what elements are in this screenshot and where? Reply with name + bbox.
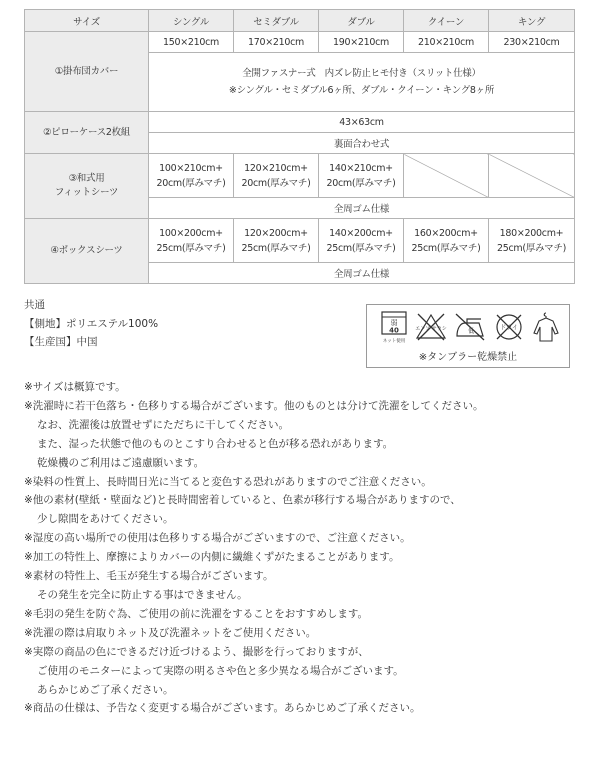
common-info — [24, 296, 158, 352]
fitted-size-double-line2: 20cm(厚みマチ) — [326, 177, 396, 189]
box-note: 全周ゴム仕様 — [149, 263, 575, 284]
box-size-single — [149, 219, 234, 263]
note-line: ※実際の商品の色にできるだけ近づけるよう、撮影を行っておりますが、 — [24, 645, 369, 658]
duvet-note-line1: 全開ファスナー式 内ズレ防止ヒモ付き（スリット仕様） — [242, 68, 481, 79]
low-iron-icon — [453, 311, 487, 343]
note-line: ※湿度の高い場所での使用は色移りする場合がございますので、ご注意ください。 — [24, 532, 411, 545]
duvet-size-queen: 210×210cm — [404, 32, 489, 53]
net-label: ネット使用 — [382, 339, 406, 344]
note-line: なお、洗濯後は放置せずにただちに干してください。 — [37, 418, 289, 431]
note-line: 乾燥機のご利用はご遠慮願います。 — [37, 456, 205, 469]
note-line: その発生を完全に防止する事はできません。 — [37, 588, 248, 601]
table-row — [25, 154, 575, 198]
duvet-size-king: 230×210cm — [489, 32, 575, 53]
no-dry-clean-icon — [493, 311, 525, 343]
fitted-size-single-line1: 100×210cm+ — [159, 162, 223, 174]
duvet-size-single: 150×210cm — [149, 32, 234, 53]
pillow-note: 裏面合わせ式 — [149, 133, 575, 154]
origin-info: 【生産国】中国 — [24, 336, 98, 348]
note-line: ※加工の特性上、摩擦によりカバーの内側に繊維くずがたまることがあります。 — [24, 551, 400, 564]
note-line: ※商品の仕様は、予告なく変更する場合がございます。あらかじめご了承ください。 — [24, 702, 421, 715]
table-row — [25, 32, 575, 53]
header-size-semi-double: セミダブル — [234, 10, 319, 32]
duvet-size-semi-double: 170×210cm — [234, 32, 319, 53]
fitted-size-single-line2: 20cm(厚みマチ) — [156, 177, 226, 189]
header-size-single: シングル — [149, 10, 234, 32]
fitted-sheet-label — [25, 154, 149, 219]
duvet-note — [149, 53, 575, 112]
box-size-king-line1: 180×200cm+ — [499, 227, 564, 239]
dryclean-label: ドライ — [500, 324, 518, 332]
material-info: 【側地】ポリエステル100% — [24, 317, 159, 330]
care-label-box — [366, 304, 570, 368]
fitted-size-semi-double — [234, 154, 319, 198]
box-size-semi-double-line2: 25cm(厚みマチ) — [241, 242, 311, 254]
note-line: ※他の素材(壁紙・壁面など)と長時間密着していると、色素が移行する場合がありますので、 — [24, 494, 461, 507]
fitted-size-king-na — [489, 154, 575, 198]
tumble-dry-warning: ※タンブラー乾燥禁止 — [418, 352, 518, 363]
note-line: ※洗濯の際は肩取りネット及び洗濯ネットをご使用ください。 — [24, 626, 317, 639]
note-line: ※素材の特性上、毛玉が発生する場合がございます。 — [24, 570, 274, 583]
size-spec-table — [24, 9, 575, 284]
fitted-sheet-label-line2: フィットシーツ — [54, 187, 119, 198]
fitted-size-semi-double-line1: 120×210cm+ — [244, 162, 308, 174]
pillow-case-label: ②ピローケース2枚組 — [25, 112, 149, 154]
box-size-double — [319, 219, 404, 263]
note-line: また、湿った状態で他のものとこすり合わせると色が移る恐れがあります。 — [37, 437, 394, 450]
hang-dry-icon — [531, 311, 561, 343]
duvet-size-double: 190×210cm — [319, 32, 404, 53]
box-sheet-label: ④ボックスシーツ — [25, 219, 149, 284]
box-size-semi-double-line1: 120×200cm+ — [244, 227, 308, 239]
box-size-single-line1: 100×200cm+ — [159, 227, 223, 239]
note-line: ご使用のモニターによって実際の明るさや色と多少異なる場合がございます。 — [37, 664, 404, 677]
box-size-single-line2: 25cm(厚みマチ) — [156, 242, 226, 254]
fitted-size-single — [149, 154, 234, 198]
pillow-size: 43×63cm — [149, 112, 575, 133]
table-row — [25, 112, 575, 133]
header-size-double: ダブル — [319, 10, 404, 32]
iron-label: 低 — [467, 328, 475, 335]
box-size-double-line2: 25cm(厚みマチ) — [326, 242, 396, 254]
bleach-label: エンソ サラシ — [415, 326, 447, 332]
fitted-size-double-line1: 140×210cm+ — [329, 162, 393, 174]
duvet-cover-label: ①掛布団カバー — [25, 32, 149, 112]
fitted-size-queen-na — [404, 154, 489, 198]
wash-40-net-icon — [381, 311, 407, 345]
box-size-king-line2: 25cm(厚みマチ) — [497, 242, 566, 254]
note-line: 少し隙間をあけてください。 — [37, 513, 174, 526]
fitted-sheet-label-line1: ③和式用 — [68, 173, 105, 184]
note-line: ※毛羽の発生を防ぐ為、ご使用の前に洗濯をすることをおすすめします。 — [24, 607, 369, 620]
fitted-size-double — [319, 154, 404, 198]
box-size-queen-line1: 160×200cm+ — [414, 227, 478, 239]
fitted-note: 全周ゴム仕様 — [149, 198, 575, 219]
note-line: ※洗濯時に若干色落ち・色移りする場合がございます。他のものとは分けて洗濯をしてください。 — [24, 399, 484, 412]
table-header-row — [25, 10, 575, 32]
box-size-semi-double — [234, 219, 319, 263]
note-line: ※染料の性質上、長時間日光に当てると変色する恐れがありますのでご注意ください。 — [24, 475, 432, 488]
box-size-double-line1: 140×200cm+ — [329, 227, 393, 239]
header-category: サイズ — [25, 10, 149, 32]
wash-temp: 40 — [389, 326, 399, 335]
no-bleach-icon — [415, 311, 447, 343]
table-row — [25, 219, 575, 263]
note-line: ※サイズは概算です。 — [24, 381, 126, 393]
common-title: 共通 — [24, 299, 45, 311]
box-size-queen-line2: 25cm(厚みマチ) — [411, 242, 481, 254]
box-size-king — [489, 219, 575, 263]
wash-label: 弱 — [390, 319, 398, 327]
fitted-size-semi-double-line2: 20cm(厚みマチ) — [241, 177, 311, 189]
header-size-queen: クイーン — [404, 10, 489, 32]
box-size-queen — [404, 219, 489, 263]
duvet-note-line2: ※シングル・セミダブル6ヶ所、ダブル・クイーン・キング8ヶ所 — [228, 85, 495, 96]
note-line: あらかじめご了承ください。 — [37, 683, 174, 696]
notes-list — [24, 378, 483, 718]
header-size-king: キング — [489, 10, 575, 32]
